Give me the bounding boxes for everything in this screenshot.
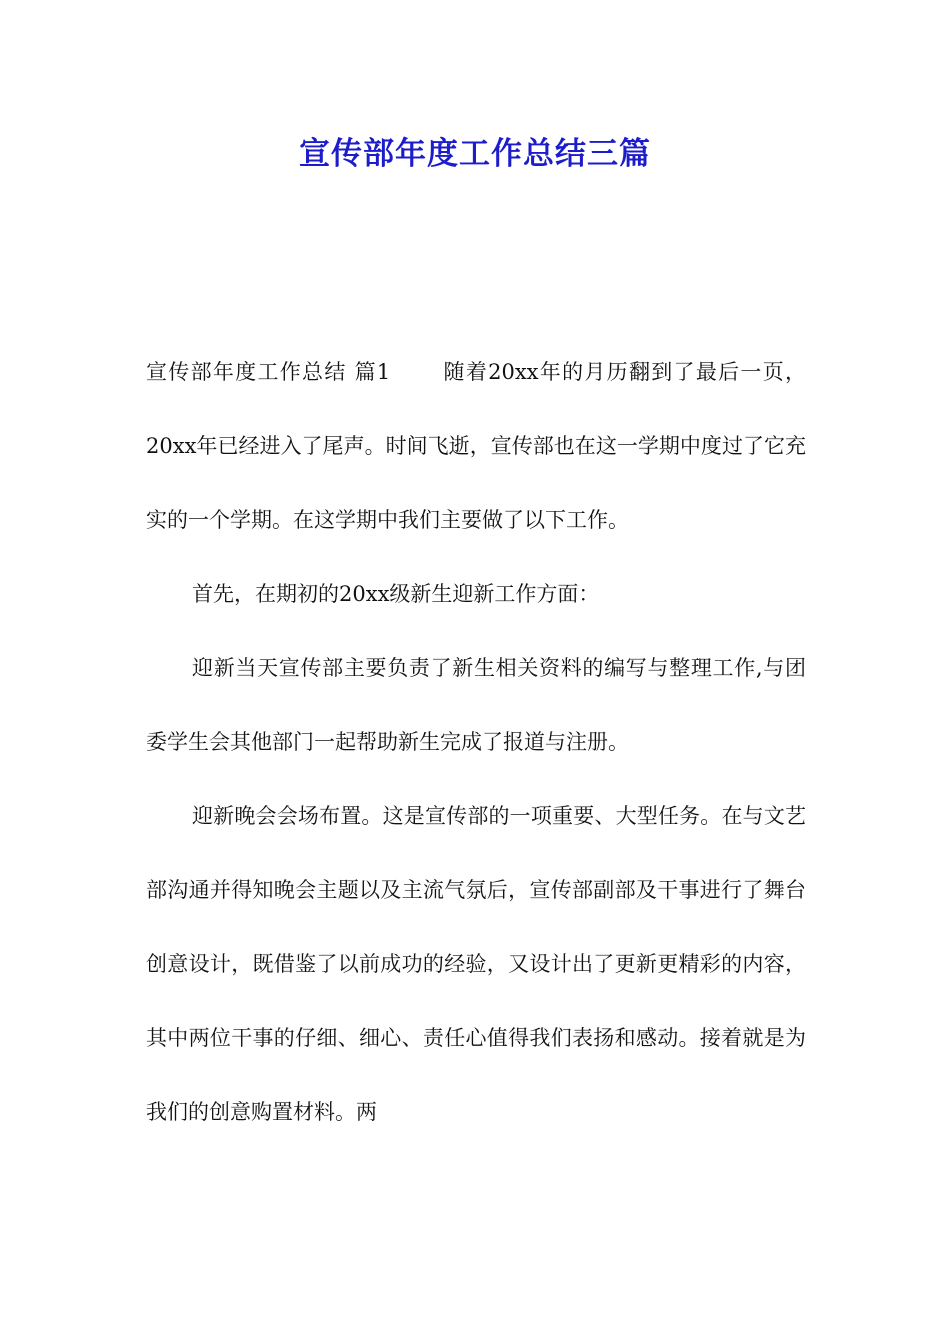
paragraph-1-text: 随着20xx年的月历翻到了最后一页，20xx年已经进入了尾声。时间飞逝，宣传部也在这一学期中度过了它充实的一个学期。在这学期中我们主要做了以下工作。 bbox=[146, 360, 806, 532]
section-heading: 宣传部年度工作总结 篇1 bbox=[146, 360, 391, 384]
document-body bbox=[146, 335, 806, 1149]
document-title: 宣传部年度工作总结三篇 bbox=[299, 136, 651, 172]
paragraph-2: 首先，在期初的20xx级新生迎新工作方面： bbox=[192, 582, 600, 606]
paragraph-1 bbox=[146, 335, 806, 557]
paragraph-3: 迎新当天宣传部主要负责了新生相关资料的编写与整理工作,与团委学生会其他部门一起帮助新生完成了报道与注册。 bbox=[146, 656, 806, 754]
paragraph-4: 迎新晚会会场布置。这是宣传部的一项重要、大型任务。在与文艺部沟通并得知晚会主题以及主流气氛后，宣传部副部及干事进行了舞台创意设计，既借鉴了以前成功的经验，又设计出了更新更精彩的内容，其中两位干事的仔细、细心、责任心值得我们表扬和感动。接着就是为我们的创意购置材料。两 bbox=[146, 804, 806, 1124]
